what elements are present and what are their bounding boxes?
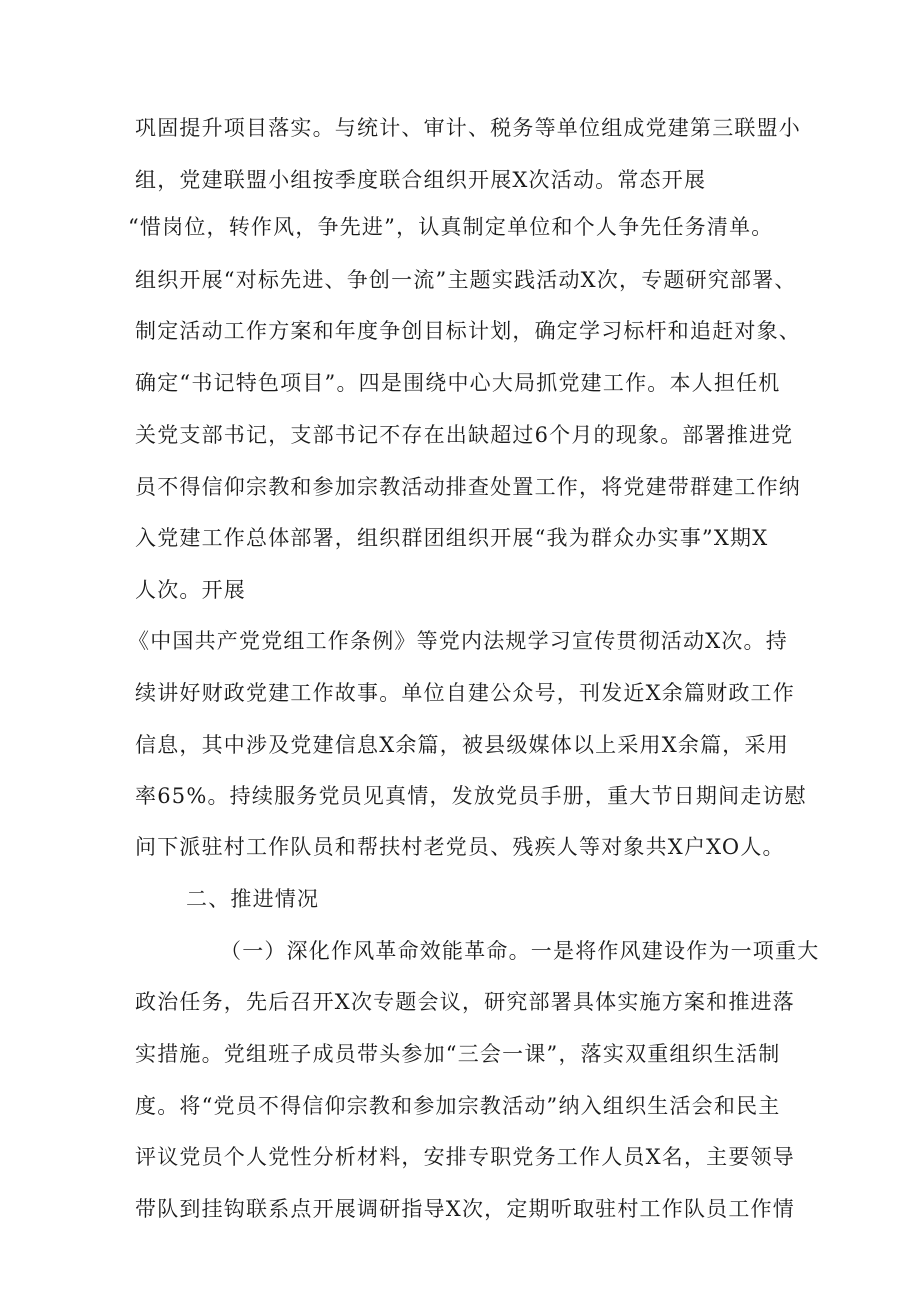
paragraph-line: 关党支部书记，支部书记不存在出缺超过6个月的现象。部署推进党 bbox=[135, 423, 794, 447]
paragraph-line: 组织开展“对标先进、争创一流”主题实践活动Ⅹ次，专题研究部署、 bbox=[135, 268, 797, 292]
paragraph-line: 入党建工作总体部署，组织群团组织开展“我为群众办实事”Ⅹ期Ⅹ bbox=[135, 526, 769, 550]
paragraph-line: 度。将“党员不得信仰宗教和参加宗教活动”纳入组织生活会和民主 bbox=[135, 1094, 781, 1118]
paragraph-line: 政治任务，先后召开Ⅹ次专题会议，研究部署具体实施方案和推进落 bbox=[135, 990, 795, 1014]
paragraph-line: 带队到挂钩联系点开展调研指导Ⅹ次，定期听取驻村工作队员工作情 bbox=[135, 1197, 795, 1221]
paragraph-line: 制定活动工作方案和年度争创目标计划，确定学习标杆和追赶对象、 bbox=[135, 319, 801, 343]
paragraph-line: 确定“书记特色项目”。四是围绕中心大局抓党建工作。本人担任机 bbox=[135, 371, 781, 395]
paragraph-line: 续讲好财政党建工作故事。单位自建公众号，刊发近Ⅹ余篇财政工作 bbox=[135, 681, 795, 705]
paragraph-line: 信息，其中涉及党建信息Ⅹ余篇，被县级媒体以上采用Ⅹ余篇，采用 bbox=[135, 733, 789, 757]
paragraph-line: 率65%。持续服务党员见真情，发放党员手册，重大节日期间走访慰 bbox=[135, 784, 807, 808]
paragraph-line: 实措施。党组班子成员带头参加“三会一课”，落实双重组织生活制 bbox=[135, 1042, 781, 1066]
paragraph-line: 问下派驻村工作队员和帮扶村老党员、残疾人等对象共Ⅹ户XO人。 bbox=[135, 835, 785, 859]
paragraph-line: 评议党员个人党性分析材料，安排专职党务工作人员Ⅹ名，主要领导 bbox=[135, 1145, 795, 1169]
paragraph-line: “惜岗位，转作风，争先进”，认真制定单位和个人争先任务清单。 bbox=[128, 215, 774, 239]
paragraph-line: 员不得信仰宗教和参加宗教活动排查处置工作，将党建带群建工作纳 bbox=[135, 475, 801, 499]
paragraph-line: 巩固提升项目落实。与统计、审计、税务等单位组成党建第三联盟小 bbox=[135, 116, 801, 140]
paragraph-line: 组，党建联盟小组按季度联合组织开展Ⅹ次活动。常态开展 bbox=[135, 168, 707, 192]
paragraph-line: 人次。开展 bbox=[135, 578, 246, 602]
subsection-heading-line: （一）深化作风革命效能革命。一是将作风建设作为一项重大 bbox=[220, 939, 820, 963]
paragraph-line: 《中国共产党党组工作条例》等党内法规学习宣传贯彻活动Ⅹ次。持 bbox=[128, 629, 788, 653]
section-heading: 二、推进情况 bbox=[186, 887, 320, 911]
